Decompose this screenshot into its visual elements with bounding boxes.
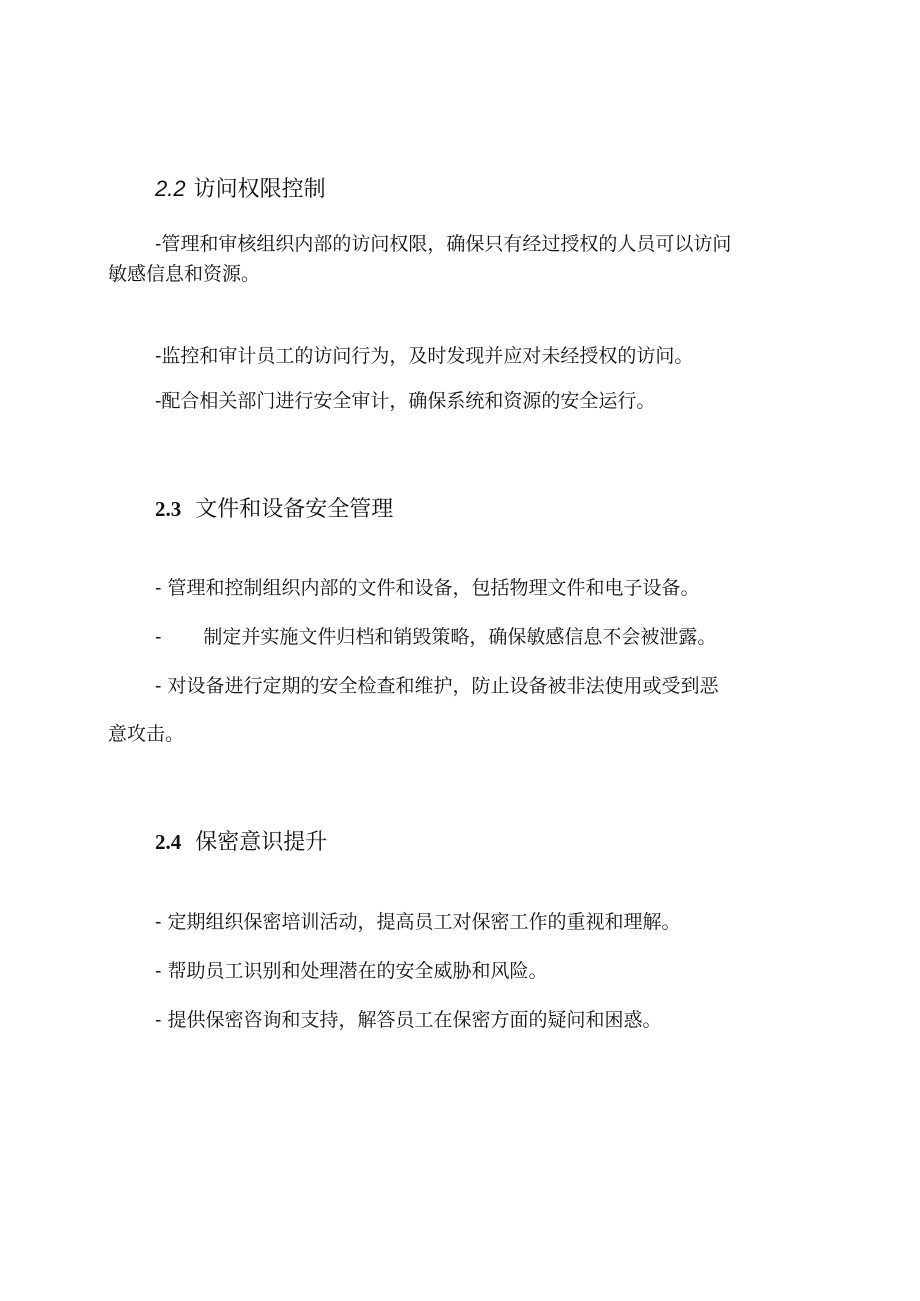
list-dash: - bbox=[155, 626, 162, 648]
section-heading-2-4 bbox=[155, 827, 327, 858]
section-heading-2-2 bbox=[155, 174, 326, 205]
section-number: 2.3 bbox=[155, 497, 182, 521]
paragraph-line: - 对设备进行定期的安全检查和维护，防止设备被非法使用或受到恶 bbox=[155, 675, 719, 697]
paragraph-line bbox=[155, 623, 716, 651]
paragraph-line: -配合相关部门进行安全审计，确保系统和资源的安全运行。 bbox=[155, 390, 656, 412]
paragraph-line: 敏感信息和资源。 bbox=[108, 263, 261, 285]
section-number: 2.2 bbox=[155, 176, 186, 201]
paragraph-line: - 帮助员工识别和处理潜在的安全威胁和风险。 bbox=[155, 960, 548, 982]
section-heading-2-3 bbox=[155, 494, 393, 525]
paragraph-line: 意攻击。 bbox=[108, 723, 185, 745]
section-title: 文件和设备安全管理 bbox=[195, 497, 394, 522]
section-title: 保密意识提升 bbox=[195, 830, 328, 855]
paragraph-line: -管理和审核组织内部的访问权限，确保只有经过授权的人员可以访问 bbox=[155, 233, 732, 255]
section-number: 2.4 bbox=[155, 830, 182, 854]
paragraph-line: - 提供保密咨询和支持，解答员工在保密方面的疑问和困惑。 bbox=[155, 1009, 662, 1031]
section-title: 访问权限控制 bbox=[193, 177, 326, 202]
list-text: 制定并实施文件归档和销毁策略，确保敏感信息不会被泄露。 bbox=[203, 626, 717, 648]
paragraph-line: -监控和审计员工的访问行为，及时发现并应对未经授权的访问。 bbox=[155, 345, 694, 367]
paragraph-line: - 定期组织保密培训活动，提高员工对保密工作的重视和理解。 bbox=[155, 911, 681, 933]
paragraph-line: - 管理和控制组织内部的文件和设备，包括物理文件和电子设备。 bbox=[155, 577, 700, 599]
